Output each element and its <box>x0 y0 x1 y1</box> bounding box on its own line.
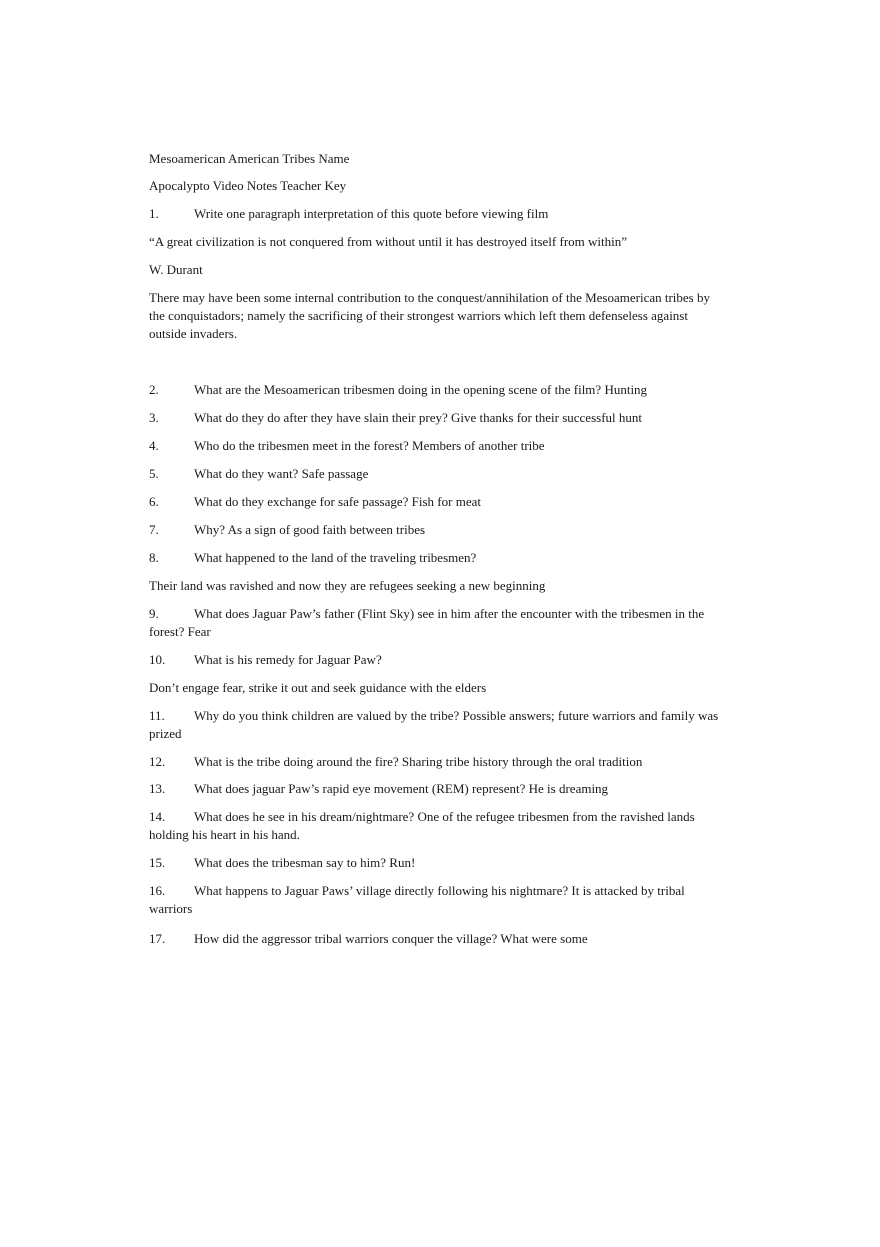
question-text: What do they exchange for safe passage? Fish for meat <box>194 494 481 509</box>
question-text: What happened to the land of the traveling tribesmen? <box>194 550 477 565</box>
question-number: 10. <box>149 652 166 667</box>
question-13 <box>149 780 725 798</box>
question-number: 3. <box>149 410 159 425</box>
question-8 <box>149 549 725 567</box>
question-15 <box>149 854 725 872</box>
quote-author: W. Durant <box>149 262 203 277</box>
question-6 <box>149 493 725 511</box>
question-text: What is his remedy for Jaguar Paw? <box>194 652 382 667</box>
question-text: What is the tribe doing around the fire? Sharing tribe history through the oral tradition <box>194 754 643 769</box>
question-9 <box>149 605 725 641</box>
question-7 <box>149 521 725 539</box>
document-title: Mesoamerican American Tribes Name <box>149 151 350 166</box>
question-14 <box>149 808 725 844</box>
question-12 <box>149 753 725 771</box>
question-11 <box>149 707 725 743</box>
question-17 <box>149 930 725 948</box>
question-text: What does Jaguar Paw’s father (Flint Sky) see in him after the encounter with the tribesmen in the forest? Fear <box>149 606 705 639</box>
question-number: 15. <box>149 855 166 870</box>
question-number: 16. <box>149 883 166 898</box>
question-number: 5. <box>149 466 159 481</box>
question-number: 12. <box>149 754 166 769</box>
question-number: 17. <box>149 931 166 946</box>
question-text: What do they do after they have slain their prey? Give thanks for their successful hunt <box>194 410 642 425</box>
question-16 <box>149 882 725 918</box>
question-text: What happens to Jaguar Paws’ village directly following his nightmare? It is attacked by tribal warriors <box>149 883 685 916</box>
interpretation-paragraph: There may have been some internal contribution to the conquest/annihilation of the Mesoamerican tribes by the conquistadors; namely the sacrificing of their strongest warriors which left them defenseless against outside invaders. <box>149 290 710 341</box>
answer-8: Their land was ravished and now they are refugees seeking a new beginning <box>149 578 546 593</box>
question-4 <box>149 437 725 455</box>
question-number: 14. <box>149 809 166 824</box>
document-subtitle: Apocalypto Video Notes Teacher Key <box>149 178 347 193</box>
question-text: Why? As a sign of good faith between tribes <box>194 522 426 537</box>
question-1 <box>149 205 725 223</box>
question-number: 8. <box>149 550 159 565</box>
question-text: Who do the tribesmen meet in the forest? Members of another tribe <box>194 438 545 453</box>
question-number: 11. <box>149 708 165 723</box>
question-text: What are the Mesoamerican tribesmen doing in the opening scene of the film? Hunting <box>194 382 648 397</box>
question-5 <box>149 465 725 483</box>
question-number: 6. <box>149 494 159 509</box>
question-text: What does jaguar Paw’s rapid eye movement (REM) represent? He is dreaming <box>194 781 609 796</box>
question-text: What does he see in his dream/nightmare? One of the refugee tribesmen from the ravished lands holding his heart in his hand. <box>149 809 695 842</box>
question-10 <box>149 651 725 669</box>
question-text: How did the aggressor tribal warriors conquer the village? What were some <box>194 931 588 946</box>
answer-10: Don’t engage fear, strike it out and seek guidance with the elders <box>149 680 487 695</box>
question-number: 4. <box>149 438 159 453</box>
question-number: 2. <box>149 382 159 397</box>
question-number: 7. <box>149 522 159 537</box>
question-number: 1. <box>149 206 159 221</box>
question-3 <box>149 409 725 427</box>
question-text: What do they want? Safe passage <box>194 466 369 481</box>
question-number: 13. <box>149 781 166 796</box>
question-2 <box>149 381 725 399</box>
question-text: What does the tribesman say to him? Run! <box>194 855 416 870</box>
question-number: 9. <box>149 606 159 621</box>
question-text: Why do you think children are valued by the tribe? Possible answers; future warriors and family was prized <box>149 708 719 741</box>
question-text: Write one paragraph interpretation of this quote before viewing film <box>194 206 549 221</box>
quote: “A great civilization is not conquered from without until it has destroyed itself from within” <box>149 234 628 249</box>
